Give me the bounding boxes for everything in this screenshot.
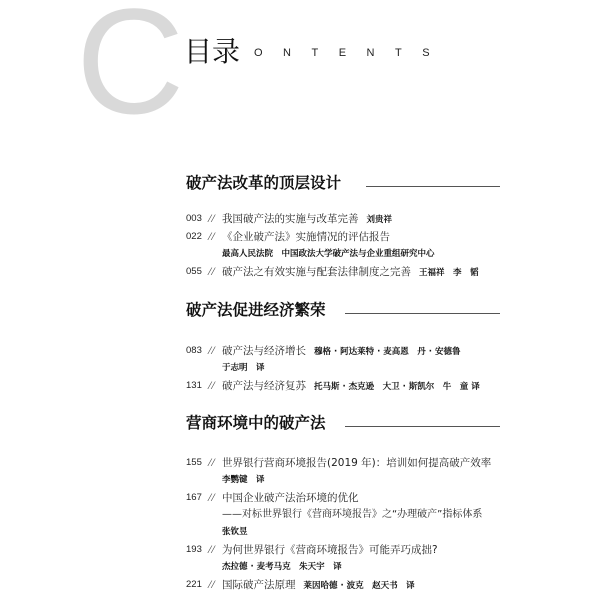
entry-title[interactable]: 为何世界银行《营商环境报告》可能弄巧成拙? [222, 544, 438, 556]
page-number: 083 [186, 345, 202, 356]
separator-icon: // [208, 229, 215, 243]
separator-icon: // [208, 343, 215, 357]
separator-icon: // [208, 490, 215, 504]
section-header-3 [186, 412, 500, 438]
separator-icon: // [208, 211, 215, 225]
entry-authors: 托马斯 · 杰克逊 大卫 · 斯凯尔 牛 童 译 [314, 382, 480, 392]
page-number: 055 [186, 266, 202, 277]
decorative-letter-c: C [76, 0, 185, 145]
entry-authors: 刘贵祥 [366, 215, 393, 225]
entry-authors: 王福祥 李 韬 [419, 268, 479, 278]
page-number: 221 [186, 579, 202, 590]
entry-translator: 李鹦键 译 [222, 475, 265, 485]
section-rule [345, 426, 500, 427]
section-header-1 [186, 172, 500, 198]
entry-authors: 杰拉德 · 麦考马克 朱天宇 译 [222, 562, 342, 572]
entry-subtitle: ——对标世界银行《营商环境报告》之“办理破产”指标体系 [222, 509, 483, 520]
separator-icon: // [208, 264, 215, 278]
entry-authors: 莱因哈德 · 波克 赵天书 译 [303, 581, 415, 591]
entry-translator: 于志明 译 [222, 363, 265, 373]
section-header-2 [186, 299, 500, 325]
separator-icon: // [208, 542, 215, 556]
entry-title[interactable]: 破产法与经济增长 [222, 345, 306, 357]
separator-icon: // [208, 577, 215, 591]
entry-title[interactable]: 中国企业破产法治环境的优化 [222, 492, 359, 504]
section-rule [345, 313, 500, 314]
separator-icon: // [208, 378, 215, 392]
entry-title[interactable]: 世界银行营商环境报告(2019 年)：培训如何提高破产效率 [222, 457, 492, 469]
entry-authors: 张钦昱 [222, 527, 248, 537]
entry-title[interactable]: 破产法之有效实施与配套法律制度之完善 [222, 266, 411, 278]
page-number: 022 [186, 231, 202, 242]
entry-title[interactable]: 我国破产法的实施与改革完善 [222, 213, 359, 225]
section-title: 破产法促进经济繁荣 [186, 301, 326, 319]
entry-authors: 穆格 · 阿达莱特 · 麦高恩 丹 · 安德鲁 [314, 347, 461, 357]
entry-title[interactable]: 《企业破产法》实施情况的评估报告 [222, 231, 390, 243]
page-number: 131 [186, 380, 202, 391]
section-title: 营商环境中的破产法 [186, 414, 326, 432]
entry-title[interactable]: 破产法与经济复苏 [222, 380, 306, 392]
separator-icon: // [208, 455, 215, 469]
section-title: 破产法改革的顶层设计 [186, 174, 342, 192]
page-title-en: ONTENTS [254, 47, 451, 59]
entry-authors: 最高人民法院 中国政法大学破产法与企业重组研究中心 [222, 249, 435, 259]
page-number: 193 [186, 544, 202, 555]
entry-title[interactable]: 国际破产法原理 [222, 579, 296, 591]
page-number: 003 [186, 213, 202, 224]
section-rule [366, 186, 500, 187]
page-title: 目录 [184, 35, 241, 68]
page-number: 155 [186, 457, 202, 468]
page-number: 167 [186, 492, 202, 503]
